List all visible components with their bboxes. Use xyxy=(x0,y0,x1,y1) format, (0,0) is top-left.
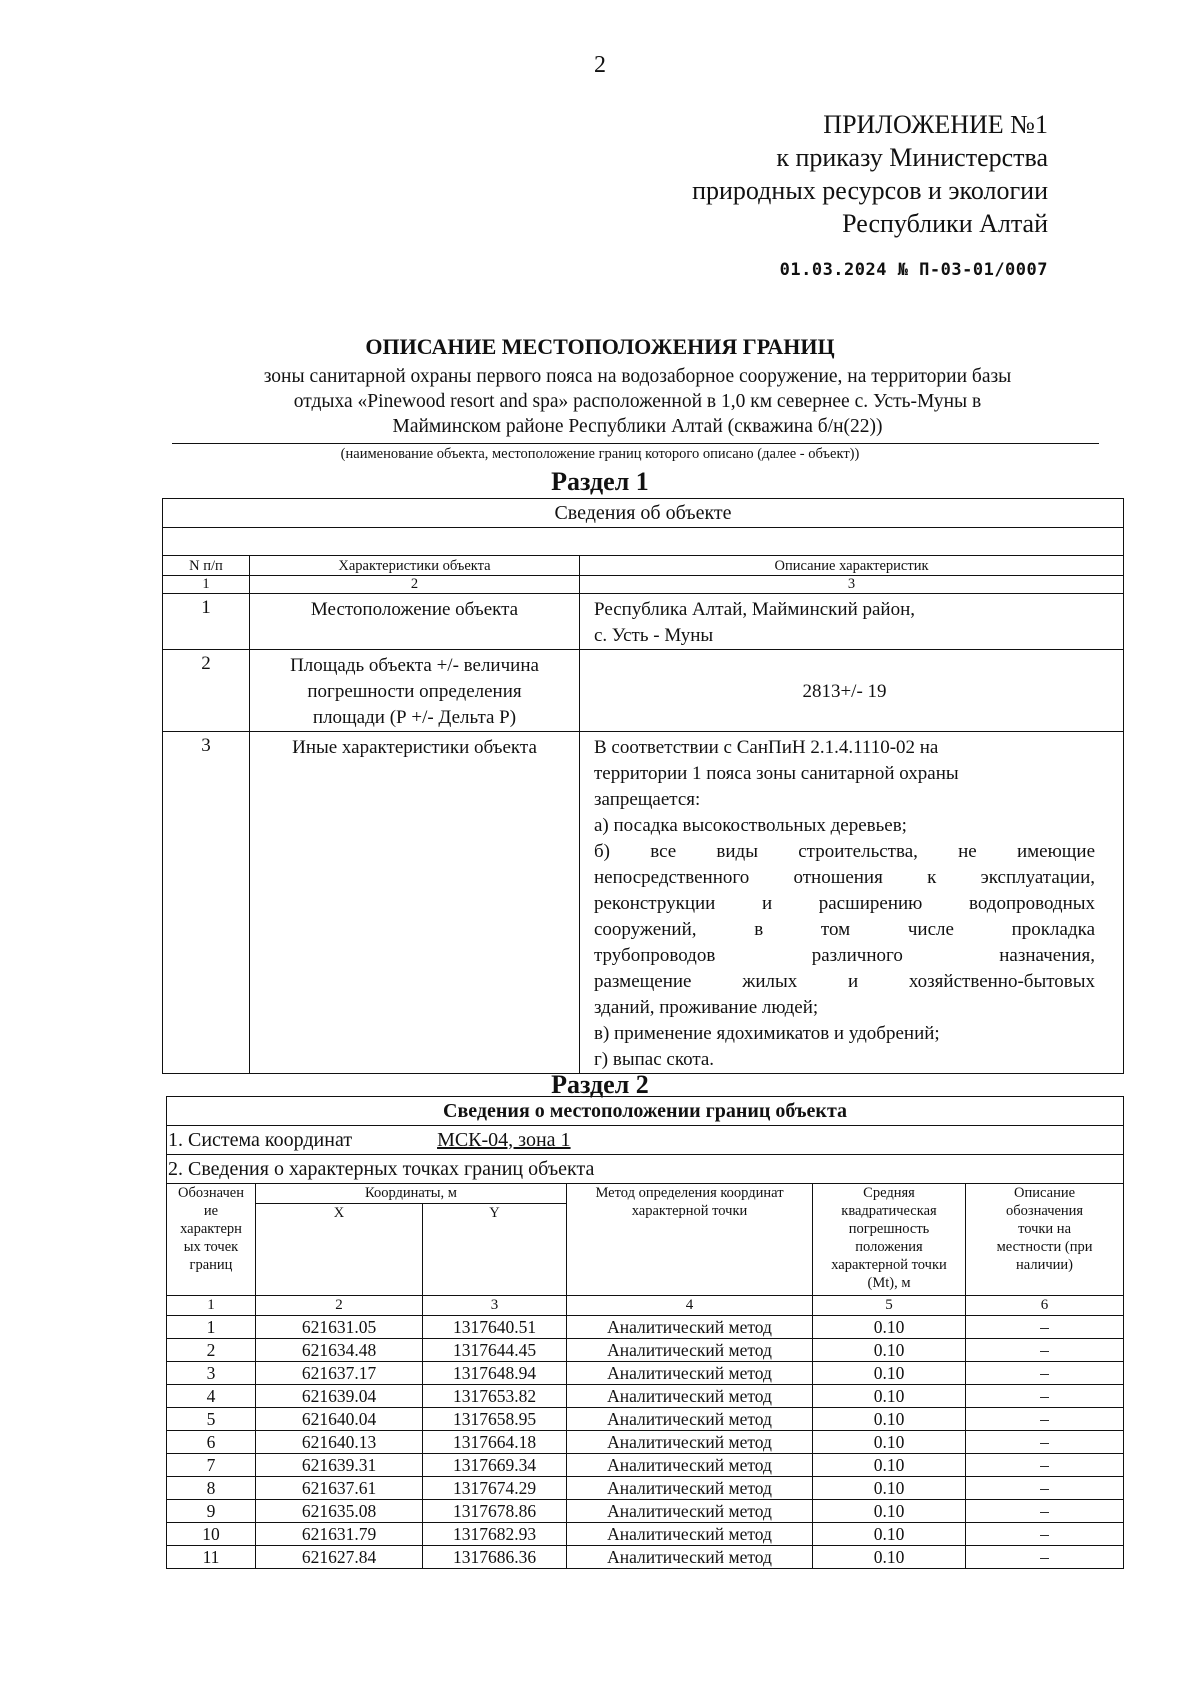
table-row xyxy=(167,1385,1124,1408)
point-id: 2 xyxy=(167,1339,256,1362)
point-id: 3 xyxy=(167,1362,256,1385)
point-accuracy: 0.10 xyxy=(813,1385,966,1408)
point-x: 621637.17 xyxy=(256,1362,423,1385)
points-label: 2. Сведения о характерных точках границ объекта xyxy=(167,1155,1124,1184)
characteristic-line: погрешности определения xyxy=(307,681,522,702)
point-accuracy: 0.10 xyxy=(813,1362,966,1385)
point-x: 621634.48 xyxy=(256,1339,423,1362)
point-accuracy: 0.10 xyxy=(813,1408,966,1431)
column-number: 2 xyxy=(256,1296,423,1316)
table-row xyxy=(167,1454,1124,1477)
point-y: 1317682.93 xyxy=(423,1523,567,1546)
header-line: ых точек xyxy=(183,1239,239,1255)
column-number: 3 xyxy=(423,1296,567,1316)
point-y: 1317648.94 xyxy=(423,1362,567,1385)
header-num: N п/п xyxy=(163,556,250,576)
document-title: ОПИСАНИЕ МЕСТОПОЛОЖЕНИЯ ГРАНИЦ xyxy=(365,334,835,359)
point-id: 10 xyxy=(167,1523,256,1546)
column-number: 6 xyxy=(966,1296,1124,1316)
point-id: 9 xyxy=(167,1500,256,1523)
coord-system-value: МСК-04, зона 1 xyxy=(437,1128,571,1151)
header-line: местности (при xyxy=(996,1239,1093,1255)
description-line: В соответствии с СанПиН 2.1.4.1110-02 на xyxy=(594,737,939,758)
point-id: 1 xyxy=(167,1316,256,1339)
subtitle-rule xyxy=(172,443,1099,444)
point-y: 1317658.95 xyxy=(423,1408,567,1431)
point-accuracy: 0.10 xyxy=(813,1339,966,1362)
header-line: положения xyxy=(855,1239,923,1255)
point-description: – xyxy=(966,1523,1124,1546)
point-x: 621639.04 xyxy=(256,1385,423,1408)
table-row xyxy=(163,650,1124,732)
point-method: Аналитический метод xyxy=(567,1454,813,1477)
point-y: 1317674.29 xyxy=(423,1477,567,1500)
document-subtitle xyxy=(170,364,1105,439)
description-line: с. Усть - Муны xyxy=(594,625,714,646)
description-line: г) выпас скота. xyxy=(594,1049,715,1070)
description-line: территории 1 пояса зоны санитарной охраны xyxy=(594,763,959,784)
point-description: – xyxy=(966,1339,1124,1362)
description-line: размещение жилых и хозяйственно-бытовых xyxy=(594,971,1096,992)
row-number: 3 xyxy=(163,732,250,1074)
header-characteristic: Характеристики объекта xyxy=(250,556,580,576)
table-row xyxy=(167,1339,1124,1362)
table-row xyxy=(163,594,1124,650)
object-info-table xyxy=(162,498,1124,1074)
description-line: Республика Алтай, Майминский район, xyxy=(594,599,916,620)
header-line: наличии) xyxy=(1016,1257,1074,1273)
description-line: а) посадка высокоствольных деревьев; xyxy=(594,815,907,836)
point-y: 1317640.51 xyxy=(423,1316,567,1339)
description-line: зданий, проживание людей; xyxy=(594,997,819,1018)
description-line: б) все виды строительства, не имеющие xyxy=(594,841,1096,862)
description-line: реконструкции и расширению водопроводных xyxy=(594,893,1096,914)
point-x: 621639.31 xyxy=(256,1454,423,1477)
table-row xyxy=(167,1546,1124,1569)
characteristic-line: Площадь объекта +/- величина xyxy=(290,655,539,676)
coord-system-label: 1. Система координат xyxy=(168,1128,353,1151)
table-caption: Сведения об объекте xyxy=(163,499,1124,528)
table-row xyxy=(167,1477,1124,1500)
header-line: Обозначен xyxy=(178,1185,244,1201)
point-method: Аналитический метод xyxy=(567,1316,813,1339)
point-description: – xyxy=(966,1362,1124,1385)
description-line: в) применение ядохимикатов и удобрений; xyxy=(594,1023,940,1044)
point-method: Аналитический метод xyxy=(567,1385,813,1408)
point-description: – xyxy=(966,1431,1124,1454)
column-number: 1 xyxy=(167,1296,256,1316)
point-method: Аналитический метод xyxy=(567,1546,813,1569)
point-x: 621640.04 xyxy=(256,1408,423,1431)
points-body xyxy=(167,1316,1124,1569)
point-accuracy: 0.10 xyxy=(813,1500,966,1523)
column-number: 3 xyxy=(580,576,1124,594)
header-line: характерной точки xyxy=(831,1257,947,1273)
header-accuracy xyxy=(813,1184,966,1296)
column-number: 4 xyxy=(567,1296,813,1316)
description-line: сооружений, в том числе прокладка xyxy=(594,919,1096,940)
point-x: 621631.79 xyxy=(256,1523,423,1546)
point-x: 621631.05 xyxy=(256,1316,423,1339)
empty-row xyxy=(163,528,1124,556)
column-number: 2 xyxy=(250,576,580,594)
row-number: 2 xyxy=(163,650,250,732)
description-line: запрещается: xyxy=(594,789,701,810)
point-y: 1317678.86 xyxy=(423,1500,567,1523)
point-id: 6 xyxy=(167,1431,256,1454)
description-line: трубопроводов различного назначения, xyxy=(594,945,1096,966)
point-method: Аналитический метод xyxy=(567,1500,813,1523)
header-line: (Mt), м xyxy=(867,1275,911,1291)
header-line: ие xyxy=(203,1203,219,1219)
row-number: 1 xyxy=(163,594,250,650)
point-description: – xyxy=(966,1408,1124,1431)
point-y: 1317664.18 xyxy=(423,1431,567,1454)
section1-heading: Раздел 1 xyxy=(551,467,649,496)
point-id: 7 xyxy=(167,1454,256,1477)
point-method: Аналитический метод xyxy=(567,1431,813,1454)
row-description xyxy=(580,732,1124,1074)
header-y: Y xyxy=(423,1204,567,1296)
point-description: – xyxy=(966,1385,1124,1408)
column-number: 1 xyxy=(163,576,250,594)
appendix-line: к приказу Министерства xyxy=(776,143,1048,172)
header-line: точки на xyxy=(1018,1221,1072,1237)
table-row xyxy=(167,1408,1124,1431)
header-x: X xyxy=(256,1204,423,1296)
description-line: непосредственного отношения к эксплуатации, xyxy=(594,867,1096,888)
header-line: Описание xyxy=(1014,1185,1076,1201)
point-method: Аналитический метод xyxy=(567,1362,813,1385)
point-accuracy: 0.10 xyxy=(813,1431,966,1454)
subtitle-line: зоны санитарной охраны первого пояса на водозаборное сооружение, на территории базы xyxy=(263,366,1012,387)
header-line: квадратическая xyxy=(841,1203,937,1219)
characteristic-line: площади (Р +/- Дельта Р) xyxy=(312,707,517,728)
section2-heading: Раздел 2 xyxy=(551,1070,649,1099)
point-accuracy: 0.10 xyxy=(813,1523,966,1546)
point-y: 1317653.82 xyxy=(423,1385,567,1408)
point-id: 8 xyxy=(167,1477,256,1500)
table-caption: Сведения о местоположении границ объекта xyxy=(167,1097,1124,1126)
point-id: 4 xyxy=(167,1385,256,1408)
table-row xyxy=(167,1500,1124,1523)
table-row xyxy=(167,1316,1124,1339)
point-y: 1317686.36 xyxy=(423,1546,567,1569)
column-number: 5 xyxy=(813,1296,966,1316)
page-number: 2 xyxy=(594,52,606,78)
point-x: 621637.61 xyxy=(256,1477,423,1500)
point-id: 5 xyxy=(167,1408,256,1431)
point-description: – xyxy=(966,1454,1124,1477)
point-accuracy: 0.10 xyxy=(813,1477,966,1500)
header-line: погрешность xyxy=(848,1221,930,1237)
point-accuracy: 0.10 xyxy=(813,1316,966,1339)
point-description: – xyxy=(966,1546,1124,1569)
coordinate-system-row xyxy=(167,1126,1124,1155)
order-number-stamp: 01.03.2024 № П-03-01/0007 xyxy=(779,260,1048,280)
row-characteristic: Местоположение объекта xyxy=(250,594,580,650)
point-accuracy: 0.10 xyxy=(813,1454,966,1477)
point-description: – xyxy=(966,1316,1124,1339)
appendix-title: ПРИЛОЖЕНИЕ №1 xyxy=(823,110,1048,139)
table-row xyxy=(167,1523,1124,1546)
point-accuracy: 0.10 xyxy=(813,1546,966,1569)
subtitle-caption: (наименование объекта, местоположение границ которого описано (далее - объект)) xyxy=(340,446,860,462)
header-coordinates: Координаты, м xyxy=(256,1184,567,1204)
header-line: Средняя xyxy=(863,1185,915,1201)
point-y: 1317644.45 xyxy=(423,1339,567,1362)
header-point-description xyxy=(966,1184,1124,1296)
point-method: Аналитический метод xyxy=(567,1339,813,1362)
point-description: – xyxy=(966,1477,1124,1500)
header-designation xyxy=(167,1184,256,1296)
subtitle-line: отдыха «Pinewood resort and spa» расположенной в 1,0 км севернее с. Усть-Муны в xyxy=(293,391,982,412)
point-id: 11 xyxy=(167,1546,256,1569)
table-row xyxy=(167,1431,1124,1454)
header-line: обозначения xyxy=(1005,1203,1084,1219)
point-y: 1317669.34 xyxy=(423,1454,567,1477)
table-row xyxy=(167,1362,1124,1385)
point-method: Аналитический метод xyxy=(567,1523,813,1546)
point-method: Аналитический метод xyxy=(567,1477,813,1500)
row-description: 2813+/- 19 xyxy=(580,650,1124,732)
appendix-header xyxy=(692,108,1048,240)
header-line: характерн xyxy=(180,1221,242,1237)
point-method: Аналитический метод xyxy=(567,1408,813,1431)
point-description: – xyxy=(966,1500,1124,1523)
row-description xyxy=(580,594,1124,650)
boundary-points-table xyxy=(166,1096,1124,1569)
appendix-line: природных ресурсов и экологии xyxy=(692,176,1048,205)
row-characteristic: Иные характеристики объекта xyxy=(250,732,580,1074)
appendix-line: Республики Алтай xyxy=(842,209,1048,238)
row-characteristic xyxy=(250,650,580,732)
point-x: 621635.08 xyxy=(256,1500,423,1523)
table-row xyxy=(163,732,1124,1074)
header-line: границ xyxy=(189,1257,233,1273)
subtitle-line: Майминском районе Республики Алтай (скважина б/н(22)) xyxy=(392,416,883,437)
header-method: Метод определения координат характерной точки xyxy=(567,1184,813,1296)
header-description: Описание характеристик xyxy=(580,556,1124,576)
point-x: 621640.13 xyxy=(256,1431,423,1454)
point-x: 621627.84 xyxy=(256,1546,423,1569)
